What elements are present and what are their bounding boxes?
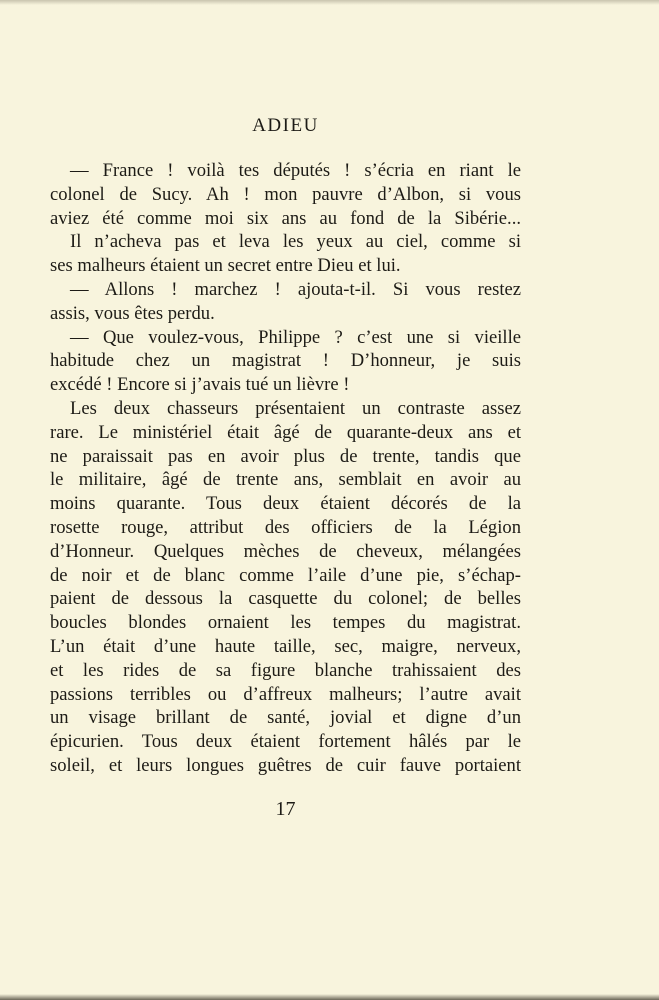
text-line: colonel de Sucy. Ah ! mon pauvre d’Albon, si vous (50, 183, 521, 205)
page-bottom-edge (0, 994, 659, 1000)
text-line: assis, vous êtes perdu. (50, 302, 215, 324)
text-line: excédé ! Encore si j’avais tué un lièvre ! (50, 374, 350, 396)
text-line: rare. Le ministériel était âgé de quarante-deux ans et (50, 421, 521, 443)
text-line: épicurien. Tous deux étaient fortement hâlés par le (50, 731, 521, 753)
body-text (50, 159, 521, 778)
text-line: rosette rouge, attribut des officiers de la Légion (50, 516, 521, 538)
text-line: Il n’acheva pas et leva les yeux au ciel, comme si (70, 231, 521, 253)
text-line: passions terribles ou d’affreux malheurs; l’autre avait (50, 683, 521, 705)
text-line: d’Honneur. Quelques mèches de cheveux, mélangées (50, 540, 521, 562)
text-line: soleil, et leurs longues guêtres de cuir fauve portaient (50, 754, 521, 776)
running-title: ADIEU (252, 115, 319, 136)
page-number: 17 (275, 798, 296, 820)
text-line: de noir et de blanc comme l’aile d’une pie, s’échap- (50, 564, 521, 586)
text-line: aviez été comme moi six ans au fond de la Sibérie... (50, 207, 521, 229)
text-line: un visage brillant de santé, jovial et digne d’un (50, 707, 521, 729)
text-line: — Que voulez-vous, Philippe ? c’est une si vieille (70, 326, 521, 348)
text-line: le militaire, âgé de trente ans, semblait en avoir au (50, 469, 521, 491)
text-line: paient de dessous la casquette du colonel; de belles (50, 588, 521, 610)
text-line: moins quarante. Tous deux étaient décorés de la (50, 493, 521, 515)
text-line: et les rides de sa figure blanche trahissaient des (50, 659, 521, 681)
text-line: boucles blondes ornaient les tempes du magistrat. (50, 612, 521, 634)
text-line: ses malheurs étaient un secret entre Dieu et lui. (50, 255, 401, 277)
text-line: ne paraissait pas en avoir plus de trente, tandis que (50, 445, 521, 467)
text-line: habitude chez un magistrat ! D’honneur, je suis (50, 350, 521, 372)
text-line: — France ! voilà tes députés ! s’écria en riant le (70, 160, 521, 181)
text-line: Les deux chasseurs présentaient un contraste assez (70, 397, 521, 419)
text-line: — Allons ! marchez ! ajouta-t-il. Si vous restez (70, 278, 521, 300)
book-page (50, 0, 521, 1000)
text-line: L’un était d’une haute taille, sec, maigre, nerveux, (50, 635, 521, 657)
